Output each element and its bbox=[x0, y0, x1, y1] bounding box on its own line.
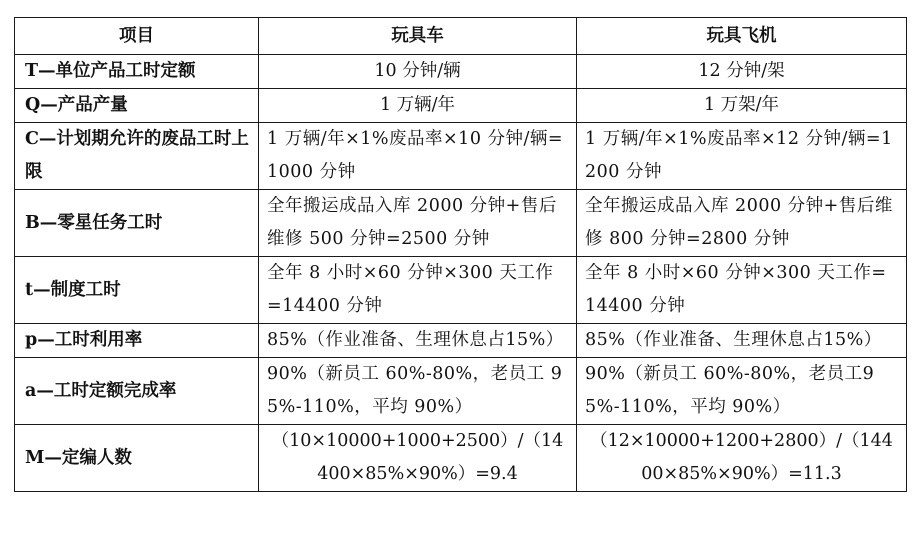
row-label: p—工时利用率 bbox=[15, 324, 259, 358]
toy-car-value: 全年 8 小时×60 分钟×300 天工作=14400 分钟 bbox=[259, 257, 577, 324]
table-row bbox=[15, 324, 907, 358]
row-label: Q—产品产量 bbox=[15, 89, 259, 123]
row-label: B—零星任务工时 bbox=[15, 190, 259, 257]
header-item: 项目 bbox=[15, 18, 259, 55]
toy-plane-value: 90%（新员工 60%-80%，老员工95%-110%，平均 90%） bbox=[577, 358, 907, 425]
row-label: T—单位产品工时定额 bbox=[15, 55, 259, 89]
row-label: M—定编人数 bbox=[15, 425, 259, 492]
toy-car-value: 10 分钟/辆 bbox=[259, 55, 577, 89]
staffing-comparison-table bbox=[14, 17, 907, 492]
toy-plane-value: 1 万辆/年×1%废品率×12 分钟/辆=1200 分钟 bbox=[577, 123, 907, 190]
toy-car-value: （10×10000+1000+2500）/（14400×85%×90%）=9.4 bbox=[259, 425, 577, 492]
toy-plane-value: 85%（作业准备、生理休息占15%） bbox=[577, 324, 907, 358]
table-row bbox=[15, 55, 907, 89]
toy-car-value: 1 万辆/年×1%废品率×10 分钟/辆=1000 分钟 bbox=[259, 123, 577, 190]
row-label: t—制度工时 bbox=[15, 257, 259, 324]
header-toy-car: 玩具车 bbox=[259, 18, 577, 55]
row-label: C—计划期允许的废品工时上限 bbox=[15, 123, 259, 190]
table-row bbox=[15, 358, 907, 425]
table-row bbox=[15, 190, 907, 257]
toy-plane-value: 12 分钟/架 bbox=[577, 55, 907, 89]
toy-car-value: 全年搬运成品入库 2000 分钟+售后维修 500 分钟=2500 分钟 bbox=[259, 190, 577, 257]
header-toy-plane: 玩具飞机 bbox=[577, 18, 907, 55]
table-row bbox=[15, 257, 907, 324]
toy-car-value: 1 万辆/年 bbox=[259, 89, 577, 123]
toy-plane-value: （12×10000+1200+2800）/（14400×85%×90%）=11.3 bbox=[577, 425, 907, 492]
row-label: a—工时定额完成率 bbox=[15, 358, 259, 425]
toy-plane-value: 全年 8 小时×60 分钟×300 天工作=14400 分钟 bbox=[577, 257, 907, 324]
toy-plane-value: 全年搬运成品入库 2000 分钟+售后维修 800 分钟=2800 分钟 bbox=[577, 190, 907, 257]
table-row bbox=[15, 425, 907, 492]
table-header-row bbox=[15, 18, 907, 55]
table-row bbox=[15, 89, 907, 123]
toy-plane-value: 1 万架/年 bbox=[577, 89, 907, 123]
toy-car-value: 90%（新员工 60%-80%，老员工 95%-110%，平均 90%） bbox=[259, 358, 577, 425]
toy-car-value: 85%（作业准备、生理休息占15%） bbox=[259, 324, 577, 358]
table-row bbox=[15, 123, 907, 190]
